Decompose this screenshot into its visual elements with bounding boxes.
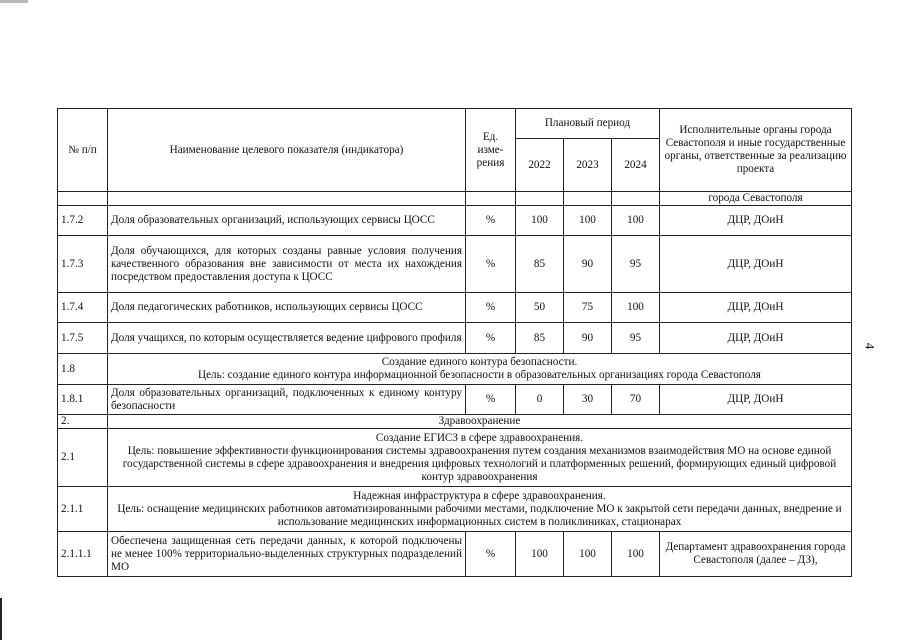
table-row — [58, 532, 852, 577]
margin-mark — [0, 598, 2, 640]
row-value-2023: 30 — [564, 385, 612, 415]
row-unit: % — [466, 236, 516, 293]
row-name: Доля обучающихся, для которых созданы равные условия получения качественного образования вне зависимости от места их нахождения посредством предоставления доступа к ЦОСС — [108, 236, 466, 293]
table-row — [58, 293, 852, 323]
row-exec: ДЦР, ДОиН — [660, 206, 852, 236]
row-value-2024: 100 — [612, 206, 660, 236]
row-name: Доля учащихся, по которым осуществляется ведение цифрового профиля — [108, 323, 466, 354]
row-num: 2.1.1.1 — [58, 532, 108, 577]
header-year-2023: 2023 — [564, 139, 612, 192]
row-num: 1.7.4 — [58, 293, 108, 323]
section-title: Создание ЕГИСЗ в сфере здравоохранения. — [375, 431, 584, 444]
row-num: 1.7.5 — [58, 323, 108, 354]
section-goal — [108, 429, 852, 487]
row-value-2022: 50 — [516, 293, 564, 323]
row-exec: ДЦР, ДОиН — [660, 323, 852, 354]
section-num: 2. — [58, 415, 108, 429]
table-row — [58, 206, 852, 236]
section-title: Надежная инфраструктура в сфере здравоохранения. — [353, 489, 606, 502]
row-unit: % — [466, 323, 516, 354]
header-year-2024: 2024 — [612, 139, 660, 192]
section-goal-text: Цель: оснащение медицинских работников автоматизированными рабочими местами, подключение МО к закрытой сети передачи данных, внедрение и использование медицинских информационных систем в поликлиниках, стационарах — [117, 502, 842, 528]
header-num: № п/п — [58, 109, 108, 192]
row-num: 1.8.1 — [58, 385, 108, 415]
row-value-2023: 90 — [564, 236, 612, 293]
section-goal — [108, 487, 852, 532]
row-name: Доля педагогических работников, использующих сервисы ЦОСС — [108, 293, 466, 323]
header-period: Плановый период — [516, 109, 660, 139]
section-goal-text: Цель: создание единого контура информационной безопасности в образовательных организациях города Севастополя — [198, 369, 761, 381]
row-exec: Департамент здравоохранения города Севастополя (далее – ДЗ), — [660, 532, 852, 577]
header-year-2022: 2022 — [516, 139, 564, 192]
row-unit: % — [466, 532, 516, 577]
row-value-2024: 100 — [612, 293, 660, 323]
row-value-2023: 90 — [564, 323, 612, 354]
row-name: Доля образовательных организаций, подключенных к единому контуру безопасности — [108, 385, 466, 415]
section-num: 2.1 — [58, 429, 108, 487]
row-value-2022: 0 — [516, 385, 564, 415]
row-unit: % — [466, 206, 516, 236]
row-unit: % — [466, 293, 516, 323]
row-value-2024: 95 — [612, 236, 660, 293]
header-exec: Исполнительные органы города Севастополя и иные государственные органы, ответственные за реализацию проекта — [660, 109, 852, 192]
row-name: Доля образовательных организаций, использующих сервисы ЦОСС — [108, 206, 466, 236]
section-row-2-1-1 — [58, 487, 852, 532]
section-row-2-1 — [58, 429, 852, 487]
section-goal — [108, 354, 852, 385]
page-number: 4 — [862, 342, 878, 350]
continuation-row — [58, 192, 852, 206]
corner-mark — [0, 0, 28, 3]
row-exec: ДЦР, ДОиН — [660, 236, 852, 293]
section-num: 2.1.1 — [58, 487, 108, 532]
row-num: 1.7.2 — [58, 206, 108, 236]
header-row — [58, 109, 852, 139]
row-name: Обеспечена защищенная сеть передачи данных, к которой подключены не менее 100% территориально-выделенных структурных подразделений МО — [108, 532, 466, 577]
row-value-2022: 85 — [516, 323, 564, 354]
row-value-2024: 95 — [612, 323, 660, 354]
row-value-2022: 100 — [516, 532, 564, 577]
table-row — [58, 385, 852, 415]
header-name: Наименование целевого показателя (индикатора) — [108, 109, 466, 192]
row-exec: ДЦР, ДОиН — [660, 385, 852, 415]
row-num: 1.7.3 — [58, 236, 108, 293]
section-num: 1.8 — [58, 354, 108, 385]
row-value-2023: 100 — [564, 532, 612, 577]
section-row-2 — [58, 415, 852, 429]
table-row — [58, 323, 852, 354]
row-value-2022: 85 — [516, 236, 564, 293]
row-value-2022: 100 — [516, 206, 564, 236]
row-value-2024: 100 — [612, 532, 660, 577]
section-goal-text: Цель: повышение эффективности функционирования системы здравоохранения путем создания механизмов взаимодействия МО на основе единой государственной системы в сфере здравоохранения и внедрения цифровых технологий и платформенных решений, формирующих единый цифровой контур здравоохранения — [122, 444, 837, 483]
section-title: Создание единого контура безопасности. — [381, 356, 578, 368]
section-title: Здравоохранение — [108, 415, 852, 429]
row-value-2024: 70 — [612, 385, 660, 415]
indicator-table — [57, 108, 852, 577]
row-value-2023: 100 — [564, 206, 612, 236]
row-exec: ДЦР, ДОиН — [660, 293, 852, 323]
exec-continuation: города Севастополя — [660, 192, 852, 206]
row-value-2023: 75 — [564, 293, 612, 323]
row-unit: % — [466, 385, 516, 415]
header-unit: Ед. изме- рения — [466, 109, 516, 192]
table-row — [58, 236, 852, 293]
section-row-1-8 — [58, 354, 852, 385]
